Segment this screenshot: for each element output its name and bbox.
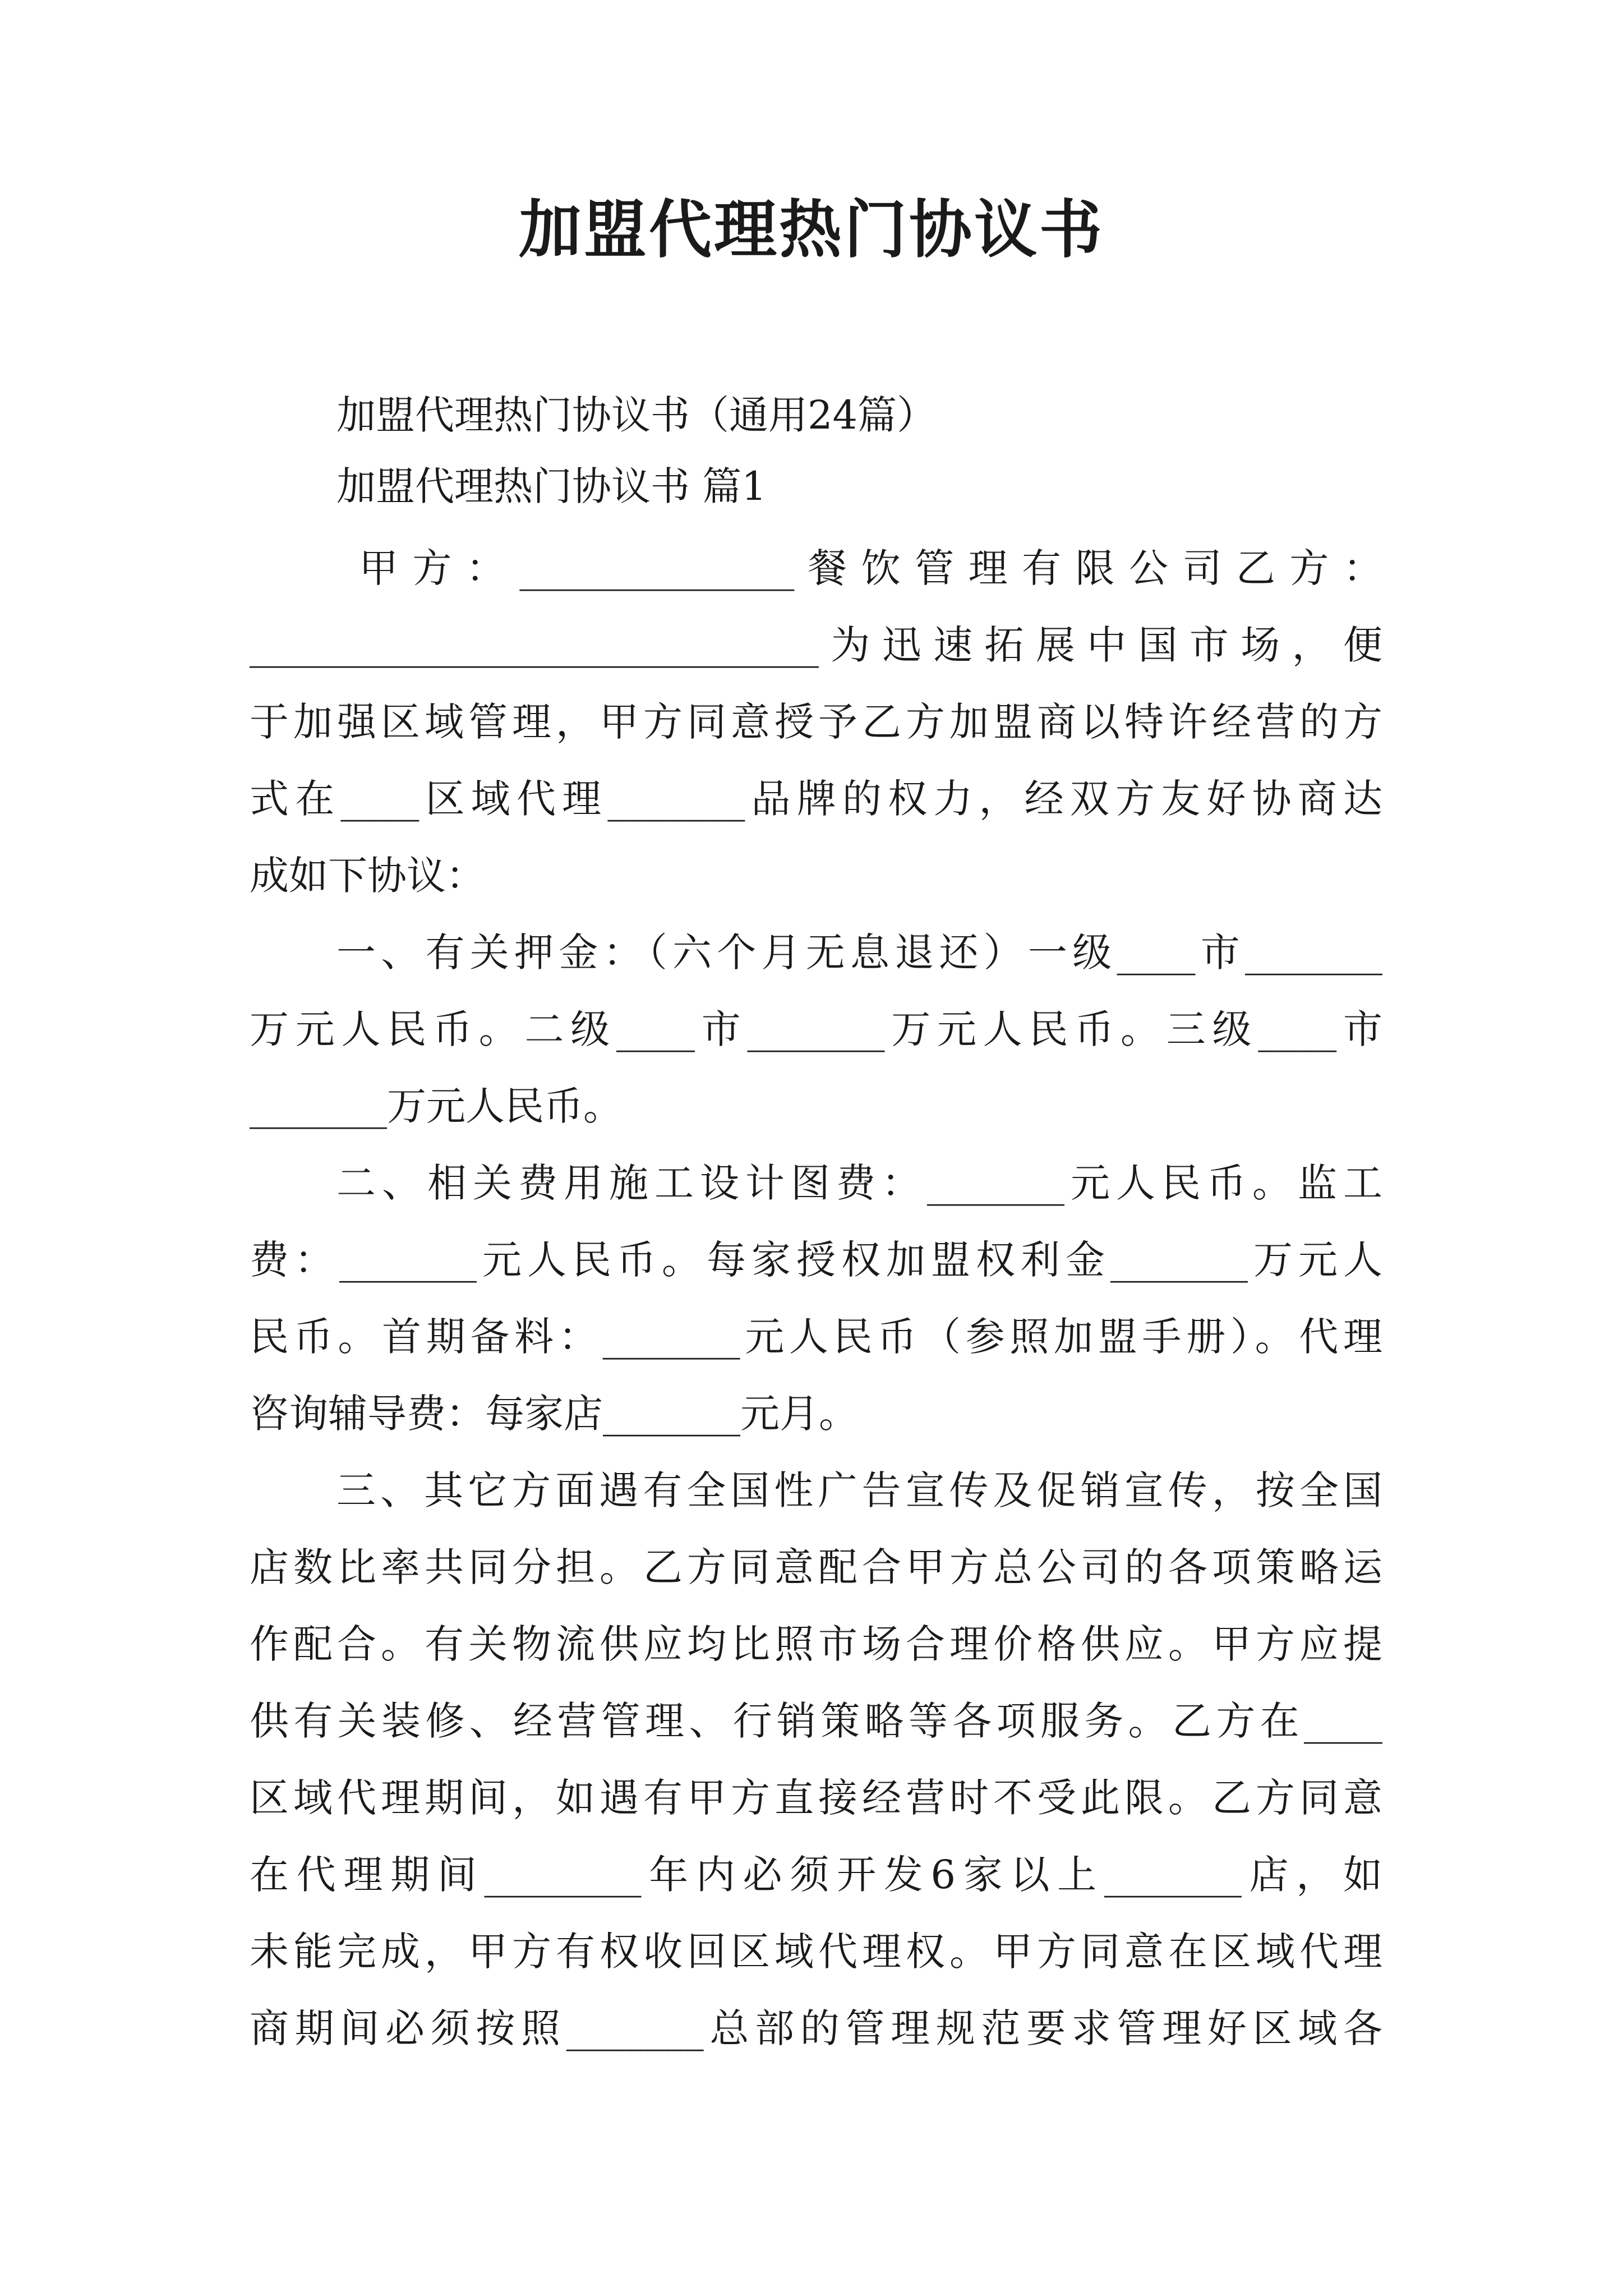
paragraph-line: 甲 方 ： ______________ 餐 饮 管 理 有 限 公 司 乙 方 ： bbox=[359, 545, 1382, 591]
paragraph-line: 成如下协议： bbox=[250, 853, 485, 899]
paragraph-line: _______万元人民币。 bbox=[250, 1083, 623, 1129]
paragraph-line: 费：_______元人民币。每家授权加盟权利金_______万元人 bbox=[250, 1237, 1382, 1283]
paragraph-line: 供有关装修、经营管理、行销策略等各项服务。乙方在____ bbox=[250, 1698, 1382, 1744]
paragraph-line: 商期间必须按照_______总部的管理规范要求管理好区域各 bbox=[250, 2005, 1382, 2051]
document-subtitle: 加盟代理热门协议书（通用24篇） bbox=[336, 392, 937, 438]
paragraph-line: 于加强区域管理，甲方同意授予乙方加盟商以特许经营的方 bbox=[250, 699, 1382, 745]
paragraph-line: 店数比率共同分担。乙方同意配合甲方总公司的各项策略运 bbox=[250, 1544, 1382, 1590]
paragraph-line: 一、有关押金：（六个月无息退还）一级____市_______ bbox=[336, 930, 1382, 976]
paragraph-line: 未能完成，甲方有权收回区域代理权。甲方同意在区域代理 bbox=[250, 1929, 1382, 1975]
document-title: 加盟代理热门协议书 bbox=[519, 193, 1104, 266]
paragraph-line: 二、相关费用施工设计图费：_______元人民币。监工 bbox=[336, 1160, 1382, 1206]
paragraph-line: _____________________________为迅速拓展中国市场，便 bbox=[250, 622, 1382, 668]
paragraph-line: 三、其它方面遇有全国性广告宣传及促销宣传，按全国 bbox=[336, 1467, 1382, 1513]
section-heading: 加盟代理热门协议书 篇1 bbox=[336, 463, 767, 509]
paragraph-line: 万元人民币。二级____市_______万元人民币。三级____市 bbox=[250, 1006, 1382, 1052]
paragraph-line: 咨询辅导费：每家店_______元月。 bbox=[250, 1391, 858, 1437]
paragraph-line: 式在____区域代理_______品牌的权力，经双方友好协商达 bbox=[250, 776, 1382, 822]
paragraph-line: 民币。首期备料：_______元人民币（参照加盟手册）。代理 bbox=[250, 1314, 1382, 1360]
paragraph-line: 在代理期间________年内必须开发6家以上_______店，如 bbox=[250, 1852, 1382, 1898]
paragraph-line: 区域代理期间，如遇有甲方直接经营时不受此限。乙方同意 bbox=[250, 1775, 1382, 1821]
paragraph-line: 作配合。有关物流供应均比照市场合理价格供应。甲方应提 bbox=[250, 1621, 1382, 1667]
